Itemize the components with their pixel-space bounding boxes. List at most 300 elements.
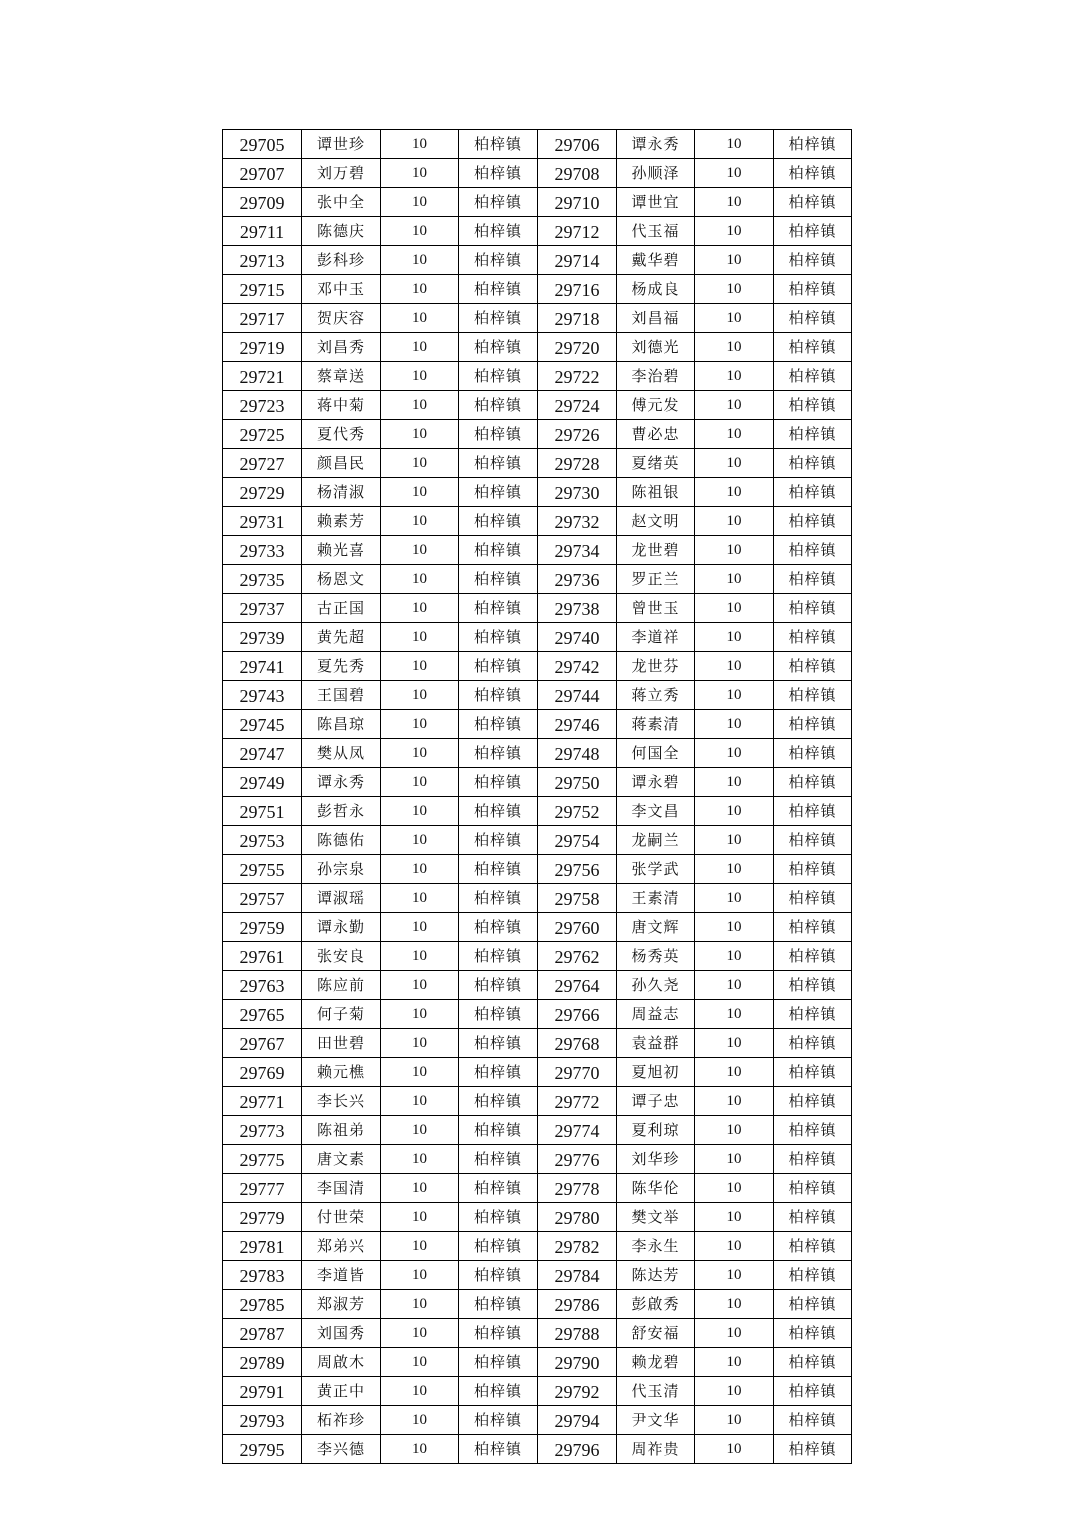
record-id-cell: 29734 bbox=[538, 536, 617, 565]
town-name-cell: 柏梓镇 bbox=[774, 652, 852, 681]
count-value-cell: 10 bbox=[695, 304, 774, 333]
count-value-cell: 10 bbox=[381, 1261, 459, 1290]
record-id-cell: 29751 bbox=[223, 797, 302, 826]
town-name-cell: 柏梓镇 bbox=[459, 1203, 538, 1232]
person-name-cell: 杨秀英 bbox=[617, 942, 695, 971]
table-row bbox=[223, 246, 852, 275]
count-value-cell: 10 bbox=[381, 362, 459, 391]
count-value-cell: 10 bbox=[695, 159, 774, 188]
person-name-cell: 孙宗泉 bbox=[302, 855, 381, 884]
count-value-cell: 10 bbox=[695, 1348, 774, 1377]
record-id-cell: 29781 bbox=[223, 1232, 302, 1261]
person-name-cell: 刘华珍 bbox=[617, 1145, 695, 1174]
count-value-cell: 10 bbox=[381, 478, 459, 507]
table-row bbox=[223, 768, 852, 797]
person-name-cell: 夏利琼 bbox=[617, 1116, 695, 1145]
town-name-cell: 柏梓镇 bbox=[459, 362, 538, 391]
town-name-cell: 柏梓镇 bbox=[774, 275, 852, 304]
count-value-cell: 10 bbox=[695, 449, 774, 478]
count-value-cell: 10 bbox=[381, 333, 459, 362]
record-id-cell: 29716 bbox=[538, 275, 617, 304]
count-value-cell: 10 bbox=[695, 1174, 774, 1203]
record-id-cell: 29705 bbox=[223, 130, 302, 159]
town-name-cell: 柏梓镇 bbox=[774, 246, 852, 275]
record-id-cell: 29741 bbox=[223, 652, 302, 681]
record-id-cell: 29755 bbox=[223, 855, 302, 884]
count-value-cell: 10 bbox=[381, 1232, 459, 1261]
town-name-cell: 柏梓镇 bbox=[459, 623, 538, 652]
town-name-cell: 柏梓镇 bbox=[774, 217, 852, 246]
person-name-cell: 李治碧 bbox=[617, 362, 695, 391]
record-id-cell: 29713 bbox=[223, 246, 302, 275]
record-id-cell: 29772 bbox=[538, 1087, 617, 1116]
town-name-cell: 柏梓镇 bbox=[774, 884, 852, 913]
town-name-cell: 柏梓镇 bbox=[459, 1087, 538, 1116]
town-name-cell: 柏梓镇 bbox=[459, 1290, 538, 1319]
town-name-cell: 柏梓镇 bbox=[774, 1145, 852, 1174]
town-name-cell: 柏梓镇 bbox=[459, 449, 538, 478]
record-id-cell: 29708 bbox=[538, 159, 617, 188]
person-name-cell: 李文昌 bbox=[617, 797, 695, 826]
record-id-cell: 29706 bbox=[538, 130, 617, 159]
record-id-cell: 29771 bbox=[223, 1087, 302, 1116]
record-id-cell: 29778 bbox=[538, 1174, 617, 1203]
table-row bbox=[223, 565, 852, 594]
record-id-cell: 29779 bbox=[223, 1203, 302, 1232]
person-name-cell: 曹必忠 bbox=[617, 420, 695, 449]
table-row bbox=[223, 217, 852, 246]
record-id-cell: 29714 bbox=[538, 246, 617, 275]
record-id-cell: 29715 bbox=[223, 275, 302, 304]
count-value-cell: 10 bbox=[695, 536, 774, 565]
person-name-cell: 付世荣 bbox=[302, 1203, 381, 1232]
town-name-cell: 柏梓镇 bbox=[774, 391, 852, 420]
count-value-cell: 10 bbox=[695, 1029, 774, 1058]
person-name-cell: 赵文明 bbox=[617, 507, 695, 536]
table-row bbox=[223, 652, 852, 681]
record-id-cell: 29743 bbox=[223, 681, 302, 710]
person-name-cell: 赖素芳 bbox=[302, 507, 381, 536]
record-id-cell: 29750 bbox=[538, 768, 617, 797]
town-name-cell: 柏梓镇 bbox=[774, 1000, 852, 1029]
table-row bbox=[223, 1261, 852, 1290]
record-id-cell: 29794 bbox=[538, 1406, 617, 1435]
count-value-cell: 10 bbox=[381, 1145, 459, 1174]
count-value-cell: 10 bbox=[381, 1000, 459, 1029]
person-name-cell: 赖光喜 bbox=[302, 536, 381, 565]
town-name-cell: 柏梓镇 bbox=[774, 507, 852, 536]
person-name-cell: 王素清 bbox=[617, 884, 695, 913]
record-id-cell: 29785 bbox=[223, 1290, 302, 1319]
person-name-cell: 蒋立秀 bbox=[617, 681, 695, 710]
town-name-cell: 柏梓镇 bbox=[774, 594, 852, 623]
record-id-cell: 29712 bbox=[538, 217, 617, 246]
record-id-cell: 29752 bbox=[538, 797, 617, 826]
record-id-cell: 29777 bbox=[223, 1174, 302, 1203]
count-value-cell: 10 bbox=[381, 1174, 459, 1203]
table-row bbox=[223, 971, 852, 1000]
table-row bbox=[223, 449, 852, 478]
table-row bbox=[223, 1000, 852, 1029]
person-name-cell: 夏代秀 bbox=[302, 420, 381, 449]
person-name-cell: 唐文辉 bbox=[617, 913, 695, 942]
count-value-cell: 10 bbox=[695, 971, 774, 1000]
record-id-cell: 29721 bbox=[223, 362, 302, 391]
record-id-cell: 29747 bbox=[223, 739, 302, 768]
town-name-cell: 柏梓镇 bbox=[774, 420, 852, 449]
table-row bbox=[223, 333, 852, 362]
person-name-cell: 田世碧 bbox=[302, 1029, 381, 1058]
town-name-cell: 柏梓镇 bbox=[774, 942, 852, 971]
record-id-cell: 29727 bbox=[223, 449, 302, 478]
town-name-cell: 柏梓镇 bbox=[774, 1377, 852, 1406]
person-name-cell: 傅元发 bbox=[617, 391, 695, 420]
town-name-cell: 柏梓镇 bbox=[774, 1290, 852, 1319]
town-name-cell: 柏梓镇 bbox=[774, 130, 852, 159]
record-id-cell: 29719 bbox=[223, 333, 302, 362]
count-value-cell: 10 bbox=[695, 1116, 774, 1145]
town-name-cell: 柏梓镇 bbox=[459, 188, 538, 217]
record-id-cell: 29742 bbox=[538, 652, 617, 681]
person-name-cell: 周益志 bbox=[617, 1000, 695, 1029]
person-name-cell: 代玉清 bbox=[617, 1377, 695, 1406]
count-value-cell: 10 bbox=[381, 884, 459, 913]
table-row bbox=[223, 130, 852, 159]
town-name-cell: 柏梓镇 bbox=[459, 420, 538, 449]
person-name-cell: 邓中玉 bbox=[302, 275, 381, 304]
record-id-cell: 29787 bbox=[223, 1319, 302, 1348]
town-name-cell: 柏梓镇 bbox=[459, 1232, 538, 1261]
town-name-cell: 柏梓镇 bbox=[459, 594, 538, 623]
town-name-cell: 柏梓镇 bbox=[459, 478, 538, 507]
person-name-cell: 李兴德 bbox=[302, 1435, 381, 1464]
record-id-cell: 29757 bbox=[223, 884, 302, 913]
count-value-cell: 10 bbox=[381, 130, 459, 159]
town-name-cell: 柏梓镇 bbox=[774, 681, 852, 710]
town-name-cell: 柏梓镇 bbox=[774, 304, 852, 333]
count-value-cell: 10 bbox=[695, 1058, 774, 1087]
table-row bbox=[223, 710, 852, 739]
town-name-cell: 柏梓镇 bbox=[774, 913, 852, 942]
person-name-cell: 郑弟兴 bbox=[302, 1232, 381, 1261]
town-name-cell: 柏梓镇 bbox=[459, 739, 538, 768]
record-id-cell: 29773 bbox=[223, 1116, 302, 1145]
person-name-cell: 陈达芳 bbox=[617, 1261, 695, 1290]
record-id-cell: 29746 bbox=[538, 710, 617, 739]
town-name-cell: 柏梓镇 bbox=[774, 1203, 852, 1232]
person-name-cell: 谭世宜 bbox=[617, 188, 695, 217]
town-name-cell: 柏梓镇 bbox=[459, 855, 538, 884]
person-name-cell: 陈应前 bbox=[302, 971, 381, 1000]
record-id-cell: 29720 bbox=[538, 333, 617, 362]
person-name-cell: 曾世玉 bbox=[617, 594, 695, 623]
count-value-cell: 10 bbox=[381, 768, 459, 797]
person-name-cell: 舒安福 bbox=[617, 1319, 695, 1348]
count-value-cell: 10 bbox=[381, 1203, 459, 1232]
count-value-cell: 10 bbox=[695, 420, 774, 449]
count-value-cell: 10 bbox=[381, 1087, 459, 1116]
table-row bbox=[223, 1290, 852, 1319]
record-id-cell: 29783 bbox=[223, 1261, 302, 1290]
count-value-cell: 10 bbox=[695, 594, 774, 623]
person-name-cell: 王国碧 bbox=[302, 681, 381, 710]
person-name-cell: 刘德光 bbox=[617, 333, 695, 362]
count-value-cell: 10 bbox=[381, 739, 459, 768]
person-name-cell: 龙嗣兰 bbox=[617, 826, 695, 855]
count-value-cell: 10 bbox=[381, 1290, 459, 1319]
person-name-cell: 谭世珍 bbox=[302, 130, 381, 159]
record-id-cell: 29793 bbox=[223, 1406, 302, 1435]
record-id-cell: 29769 bbox=[223, 1058, 302, 1087]
person-name-cell: 谭永秀 bbox=[302, 768, 381, 797]
person-name-cell: 陈祖银 bbox=[617, 478, 695, 507]
count-value-cell: 10 bbox=[695, 739, 774, 768]
town-name-cell: 柏梓镇 bbox=[774, 1348, 852, 1377]
person-name-cell: 唐文素 bbox=[302, 1145, 381, 1174]
town-name-cell: 柏梓镇 bbox=[459, 942, 538, 971]
count-value-cell: 10 bbox=[381, 391, 459, 420]
count-value-cell: 10 bbox=[695, 275, 774, 304]
count-value-cell: 10 bbox=[695, 1377, 774, 1406]
record-id-cell: 29726 bbox=[538, 420, 617, 449]
town-name-cell: 柏梓镇 bbox=[774, 1058, 852, 1087]
town-name-cell: 柏梓镇 bbox=[459, 1145, 538, 1174]
record-id-cell: 29768 bbox=[538, 1029, 617, 1058]
table-row bbox=[223, 478, 852, 507]
record-id-cell: 29740 bbox=[538, 623, 617, 652]
table-row bbox=[223, 855, 852, 884]
person-name-cell: 杨恩文 bbox=[302, 565, 381, 594]
record-id-cell: 29736 bbox=[538, 565, 617, 594]
town-name-cell: 柏梓镇 bbox=[774, 1116, 852, 1145]
record-id-cell: 29730 bbox=[538, 478, 617, 507]
count-value-cell: 10 bbox=[695, 855, 774, 884]
count-value-cell: 10 bbox=[381, 652, 459, 681]
person-name-cell: 刘昌秀 bbox=[302, 333, 381, 362]
record-id-cell: 29765 bbox=[223, 1000, 302, 1029]
count-value-cell: 10 bbox=[695, 478, 774, 507]
town-name-cell: 柏梓镇 bbox=[459, 565, 538, 594]
count-value-cell: 10 bbox=[381, 623, 459, 652]
count-value-cell: 10 bbox=[695, 942, 774, 971]
count-value-cell: 10 bbox=[695, 913, 774, 942]
town-name-cell: 柏梓镇 bbox=[459, 768, 538, 797]
town-name-cell: 柏梓镇 bbox=[459, 246, 538, 275]
person-name-cell: 夏绪英 bbox=[617, 449, 695, 478]
record-id-cell: 29756 bbox=[538, 855, 617, 884]
person-name-cell: 黄正中 bbox=[302, 1377, 381, 1406]
count-value-cell: 10 bbox=[695, 1290, 774, 1319]
person-name-cell: 代玉福 bbox=[617, 217, 695, 246]
count-value-cell: 10 bbox=[381, 942, 459, 971]
record-id-cell: 29724 bbox=[538, 391, 617, 420]
person-name-cell: 孙久尧 bbox=[617, 971, 695, 1000]
town-name-cell: 柏梓镇 bbox=[459, 1116, 538, 1145]
record-id-cell: 29763 bbox=[223, 971, 302, 1000]
table-row bbox=[223, 188, 852, 217]
town-name-cell: 柏梓镇 bbox=[459, 275, 538, 304]
record-id-cell: 29735 bbox=[223, 565, 302, 594]
town-name-cell: 柏梓镇 bbox=[459, 797, 538, 826]
table-row bbox=[223, 594, 852, 623]
table-row bbox=[223, 1174, 852, 1203]
count-value-cell: 10 bbox=[695, 623, 774, 652]
count-value-cell: 10 bbox=[695, 333, 774, 362]
count-value-cell: 10 bbox=[381, 855, 459, 884]
record-id-cell: 29758 bbox=[538, 884, 617, 913]
record-id-cell: 29748 bbox=[538, 739, 617, 768]
town-name-cell: 柏梓镇 bbox=[459, 130, 538, 159]
count-value-cell: 10 bbox=[381, 1319, 459, 1348]
count-value-cell: 10 bbox=[695, 565, 774, 594]
table-row bbox=[223, 1377, 852, 1406]
town-name-cell: 柏梓镇 bbox=[459, 1319, 538, 1348]
town-name-cell: 柏梓镇 bbox=[774, 855, 852, 884]
record-id-cell: 29767 bbox=[223, 1029, 302, 1058]
table-row bbox=[223, 739, 852, 768]
person-name-cell: 龙世芬 bbox=[617, 652, 695, 681]
person-name-cell: 杨清淑 bbox=[302, 478, 381, 507]
town-name-cell: 柏梓镇 bbox=[774, 1232, 852, 1261]
town-name-cell: 柏梓镇 bbox=[774, 1174, 852, 1203]
count-value-cell: 10 bbox=[381, 1435, 459, 1464]
person-name-cell: 陈德庆 bbox=[302, 217, 381, 246]
town-name-cell: 柏梓镇 bbox=[459, 1406, 538, 1435]
person-name-cell: 李永生 bbox=[617, 1232, 695, 1261]
town-name-cell: 柏梓镇 bbox=[774, 768, 852, 797]
table-row bbox=[223, 913, 852, 942]
record-id-cell: 29789 bbox=[223, 1348, 302, 1377]
record-id-cell: 29749 bbox=[223, 768, 302, 797]
town-name-cell: 柏梓镇 bbox=[459, 1435, 538, 1464]
count-value-cell: 10 bbox=[381, 217, 459, 246]
record-id-cell: 29766 bbox=[538, 1000, 617, 1029]
town-name-cell: 柏梓镇 bbox=[459, 333, 538, 362]
town-name-cell: 柏梓镇 bbox=[459, 826, 538, 855]
table-row bbox=[223, 1029, 852, 1058]
count-value-cell: 10 bbox=[695, 391, 774, 420]
record-id-cell: 29770 bbox=[538, 1058, 617, 1087]
record-id-cell: 29707 bbox=[223, 159, 302, 188]
count-value-cell: 10 bbox=[695, 1087, 774, 1116]
record-id-cell: 29745 bbox=[223, 710, 302, 739]
town-name-cell: 柏梓镇 bbox=[774, 188, 852, 217]
person-name-cell: 黄先超 bbox=[302, 623, 381, 652]
person-name-cell: 刘万碧 bbox=[302, 159, 381, 188]
count-value-cell: 10 bbox=[381, 681, 459, 710]
person-name-cell: 张学武 bbox=[617, 855, 695, 884]
table-row bbox=[223, 275, 852, 304]
town-name-cell: 柏梓镇 bbox=[459, 652, 538, 681]
person-name-cell: 刘国秀 bbox=[302, 1319, 381, 1348]
record-id-cell: 29725 bbox=[223, 420, 302, 449]
person-name-cell: 尹文华 bbox=[617, 1406, 695, 1435]
town-name-cell: 柏梓镇 bbox=[774, 1406, 852, 1435]
count-value-cell: 10 bbox=[381, 1029, 459, 1058]
person-name-cell: 张中全 bbox=[302, 188, 381, 217]
table-row bbox=[223, 536, 852, 565]
town-name-cell: 柏梓镇 bbox=[459, 1261, 538, 1290]
town-name-cell: 柏梓镇 bbox=[459, 913, 538, 942]
person-name-cell: 谭永碧 bbox=[617, 768, 695, 797]
town-name-cell: 柏梓镇 bbox=[774, 797, 852, 826]
table-row bbox=[223, 884, 852, 913]
record-id-cell: 29776 bbox=[538, 1145, 617, 1174]
count-value-cell: 10 bbox=[381, 188, 459, 217]
town-name-cell: 柏梓镇 bbox=[459, 681, 538, 710]
town-name-cell: 柏梓镇 bbox=[459, 1029, 538, 1058]
person-name-cell: 刘昌福 bbox=[617, 304, 695, 333]
town-name-cell: 柏梓镇 bbox=[459, 217, 538, 246]
count-value-cell: 10 bbox=[695, 768, 774, 797]
count-value-cell: 10 bbox=[381, 1058, 459, 1087]
person-name-cell: 赖龙碧 bbox=[617, 1348, 695, 1377]
person-name-cell: 李国清 bbox=[302, 1174, 381, 1203]
person-name-cell: 陈祖弟 bbox=[302, 1116, 381, 1145]
person-name-cell: 周啟木 bbox=[302, 1348, 381, 1377]
record-id-cell: 29739 bbox=[223, 623, 302, 652]
count-value-cell: 10 bbox=[381, 536, 459, 565]
person-name-cell: 蔡章送 bbox=[302, 362, 381, 391]
record-id-cell: 29711 bbox=[223, 217, 302, 246]
record-id-cell: 29761 bbox=[223, 942, 302, 971]
record-id-cell: 29775 bbox=[223, 1145, 302, 1174]
count-value-cell: 10 bbox=[695, 826, 774, 855]
record-id-cell: 29791 bbox=[223, 1377, 302, 1406]
person-name-cell: 李长兴 bbox=[302, 1087, 381, 1116]
table-row bbox=[223, 1058, 852, 1087]
town-name-cell: 柏梓镇 bbox=[774, 1435, 852, 1464]
count-value-cell: 10 bbox=[695, 1406, 774, 1435]
person-name-cell: 樊文举 bbox=[617, 1203, 695, 1232]
record-id-cell: 29753 bbox=[223, 826, 302, 855]
person-name-cell: 龙世碧 bbox=[617, 536, 695, 565]
town-name-cell: 柏梓镇 bbox=[459, 710, 538, 739]
table-row bbox=[223, 1406, 852, 1435]
table-row bbox=[223, 362, 852, 391]
count-value-cell: 10 bbox=[381, 275, 459, 304]
count-value-cell: 10 bbox=[381, 304, 459, 333]
table-row bbox=[223, 623, 852, 652]
count-value-cell: 10 bbox=[695, 1319, 774, 1348]
table-row bbox=[223, 797, 852, 826]
town-name-cell: 柏梓镇 bbox=[459, 304, 538, 333]
record-id-cell: 29780 bbox=[538, 1203, 617, 1232]
count-value-cell: 10 bbox=[381, 565, 459, 594]
town-name-cell: 柏梓镇 bbox=[459, 1348, 538, 1377]
record-id-cell: 29717 bbox=[223, 304, 302, 333]
record-id-cell: 29759 bbox=[223, 913, 302, 942]
record-id-cell: 29784 bbox=[538, 1261, 617, 1290]
person-name-cell: 柘祚珍 bbox=[302, 1406, 381, 1435]
table-row bbox=[223, 942, 852, 971]
person-name-cell: 陈德佑 bbox=[302, 826, 381, 855]
count-value-cell: 10 bbox=[695, 797, 774, 826]
person-name-cell: 古正国 bbox=[302, 594, 381, 623]
town-name-cell: 柏梓镇 bbox=[459, 1174, 538, 1203]
record-id-cell: 29764 bbox=[538, 971, 617, 1000]
record-id-cell: 29790 bbox=[538, 1348, 617, 1377]
count-value-cell: 10 bbox=[381, 1116, 459, 1145]
count-value-cell: 10 bbox=[381, 507, 459, 536]
record-id-cell: 29760 bbox=[538, 913, 617, 942]
person-name-cell: 彭哲永 bbox=[302, 797, 381, 826]
town-name-cell: 柏梓镇 bbox=[774, 623, 852, 652]
count-value-cell: 10 bbox=[695, 362, 774, 391]
town-name-cell: 柏梓镇 bbox=[774, 159, 852, 188]
record-id-cell: 29723 bbox=[223, 391, 302, 420]
town-name-cell: 柏梓镇 bbox=[774, 1319, 852, 1348]
